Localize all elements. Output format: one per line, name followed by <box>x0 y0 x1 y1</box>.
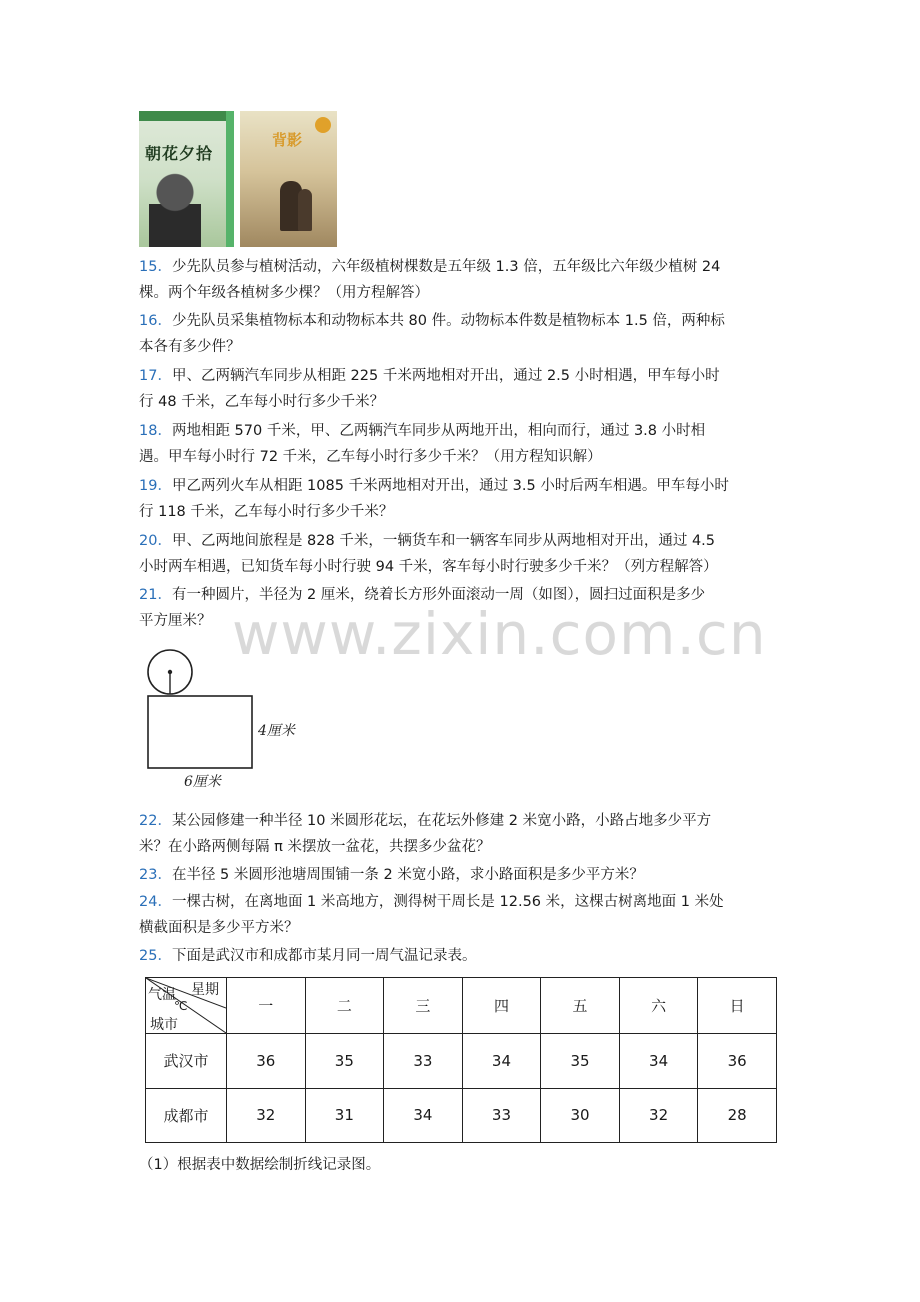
height-label: 4厘米 <box>258 723 295 739</box>
table-cell: 33 <box>384 1034 463 1089</box>
corner-label-temperature: 气温 <box>148 987 176 1003</box>
question-20 <box>139 528 779 580</box>
question-19 <box>139 473 779 525</box>
question-text: 少先队员采集植物标本和动物标本共 80 件。动物标本件数是植物标本 1.5 倍，两种标 <box>171 313 725 329</box>
question-text: 行 118 千米，乙车每小时行多少千米？ <box>139 504 394 520</box>
question-number: 19． <box>139 478 172 494</box>
table-header-cell: 四 <box>462 978 541 1034</box>
table-header-cell: 三 <box>384 978 463 1034</box>
question-text: 下面是武汉市和成都市某月同一周气温记录表。 <box>171 948 477 964</box>
table-corner-cell <box>146 978 227 1034</box>
figure-silhouette <box>298 189 312 231</box>
cover-title: 背影 <box>272 131 303 149</box>
corner-label-unit: ℃ <box>174 999 188 1013</box>
table-header-cell: 二 <box>305 978 384 1034</box>
width-label: 6厘米 <box>184 774 221 790</box>
question-number: 22． <box>139 813 172 829</box>
question-18 <box>139 418 779 470</box>
temperature-table <box>145 977 777 1143</box>
question-text: 在半径 5 米圆形池塘周围铺一条 2 米宽小路，求小路面积是多少平方米？ <box>171 867 644 883</box>
cover-badge <box>315 117 331 133</box>
question-15 <box>139 254 779 306</box>
cover-title: 朝花夕拾 <box>145 144 214 163</box>
question-text: 两地相距 570 千米，甲、乙两辆汽车同步从两地开出，相向而行，通过 3.8 小时相 <box>171 423 706 439</box>
table-cell: 34 <box>462 1034 541 1089</box>
rectangle <box>148 696 252 768</box>
book-cover-beiying <box>240 111 337 247</box>
table-cell: 28 <box>698 1088 777 1143</box>
corner-label-weekday: 星期 <box>191 982 219 998</box>
cover-spine <box>226 111 234 247</box>
table-city-cell: 武汉市 <box>146 1034 227 1089</box>
question-text: 一棵古树，在离地面 1 米高地方，测得树干周长是 12.56 米，这棵古树离地面 1 米处 <box>171 894 724 910</box>
question-number: 17． <box>139 368 172 384</box>
question-text: 甲、乙两辆汽车同步从相距 225 千米两地相对开出，通过 2.5 小时相遇，甲车每小时 <box>171 368 720 384</box>
table-cell: 34 <box>384 1088 463 1143</box>
table-header-cell: 六 <box>619 978 698 1034</box>
question-number: 20． <box>139 533 172 549</box>
table-cell: 31 <box>305 1088 384 1143</box>
table-row <box>146 1034 777 1089</box>
question-text: 甲、乙两地间旅程是 828 千米，一辆货车和一辆客车同步从两地相对开出，通过 4.5 <box>171 533 716 549</box>
question-text: 平方厘米？ <box>139 613 212 629</box>
table-cell: 35 <box>305 1034 384 1089</box>
question-22 <box>139 808 779 860</box>
question-23 <box>139 862 779 888</box>
table-cell: 30 <box>541 1088 620 1143</box>
subquestion-1 <box>139 1152 779 1178</box>
portrait-image <box>149 169 201 247</box>
table-cell: 35 <box>541 1034 620 1089</box>
question-25 <box>139 943 779 969</box>
question-text: 棵。两个年级各植树多少棵？（用方程解答） <box>139 285 429 301</box>
table-cell: 36 <box>698 1034 777 1089</box>
question-text: 遇。甲车每小时行 72 千米，乙车每小时行多少千米？（用方程知识解） <box>139 449 602 465</box>
question-text: 小时两车相遇，已知货车每小时行驶 94 千米，客车每小时行驶多少千米？（列方程解答） <box>139 559 718 575</box>
table-header-cell: 日 <box>698 978 777 1034</box>
question-text: 少先队员参与植树活动，六年级植树棵数是五年级 1.3 倍，五年级比六年级少植树 24 <box>171 259 721 275</box>
table-cell: 32 <box>227 1088 306 1143</box>
question-text: 行 48 千米，乙车每小时行多少千米？ <box>139 394 385 410</box>
question-16 <box>139 308 779 360</box>
question-text: 某公园修建一种半径 10 米圆形花坛，在花坛外修建 2 米宽小路，小路占地多少平方 <box>171 813 712 829</box>
question-text: 有一种圆片，半径为 2 厘米，绕着长方形外面滚动一周（如图），圆扫过面积是多少 <box>171 587 706 603</box>
table-header-cell: 五 <box>541 978 620 1034</box>
table-cell: 33 <box>462 1088 541 1143</box>
question-number: 24． <box>139 894 172 910</box>
question-text: 甲乙两列火车从相距 1085 千米两地相对开出，通过 3.5 小时后两车相遇。甲车每小时 <box>171 478 729 494</box>
question-17 <box>139 363 779 415</box>
question-text: 本各有多少件？ <box>139 339 241 355</box>
question-text: 横截面积是多少平方米？ <box>139 920 299 936</box>
question-number: 16． <box>139 313 172 329</box>
question-number: 21． <box>139 587 172 603</box>
table-header-row <box>146 978 777 1034</box>
table-cell: 36 <box>227 1034 306 1089</box>
question-number: 23． <box>139 867 172 883</box>
question-number: 18． <box>139 423 172 439</box>
subquestion-text: （1）根据表中数据绘制折线记录图。 <box>139 1157 381 1173</box>
table-cell: 34 <box>619 1034 698 1089</box>
table-header-cell: 一 <box>227 978 306 1034</box>
question-number: 15． <box>139 259 172 275</box>
circle-rectangle-figure <box>140 646 320 792</box>
book-cover-zhaohuaxishi <box>139 111 234 247</box>
cover-header-bar <box>139 111 234 121</box>
question-24 <box>139 889 779 941</box>
corner-label-city: 城市 <box>150 1017 178 1033</box>
question-text: 米？在小路两侧每隔 π 米摆放一盆花，共摆多少盆花？ <box>139 839 491 855</box>
watermark: www.zixin.com.cn <box>232 600 767 668</box>
table-cell: 32 <box>619 1088 698 1143</box>
table-row <box>146 1088 777 1143</box>
question-number: 25． <box>139 948 172 964</box>
table-city-cell: 成都市 <box>146 1088 227 1143</box>
